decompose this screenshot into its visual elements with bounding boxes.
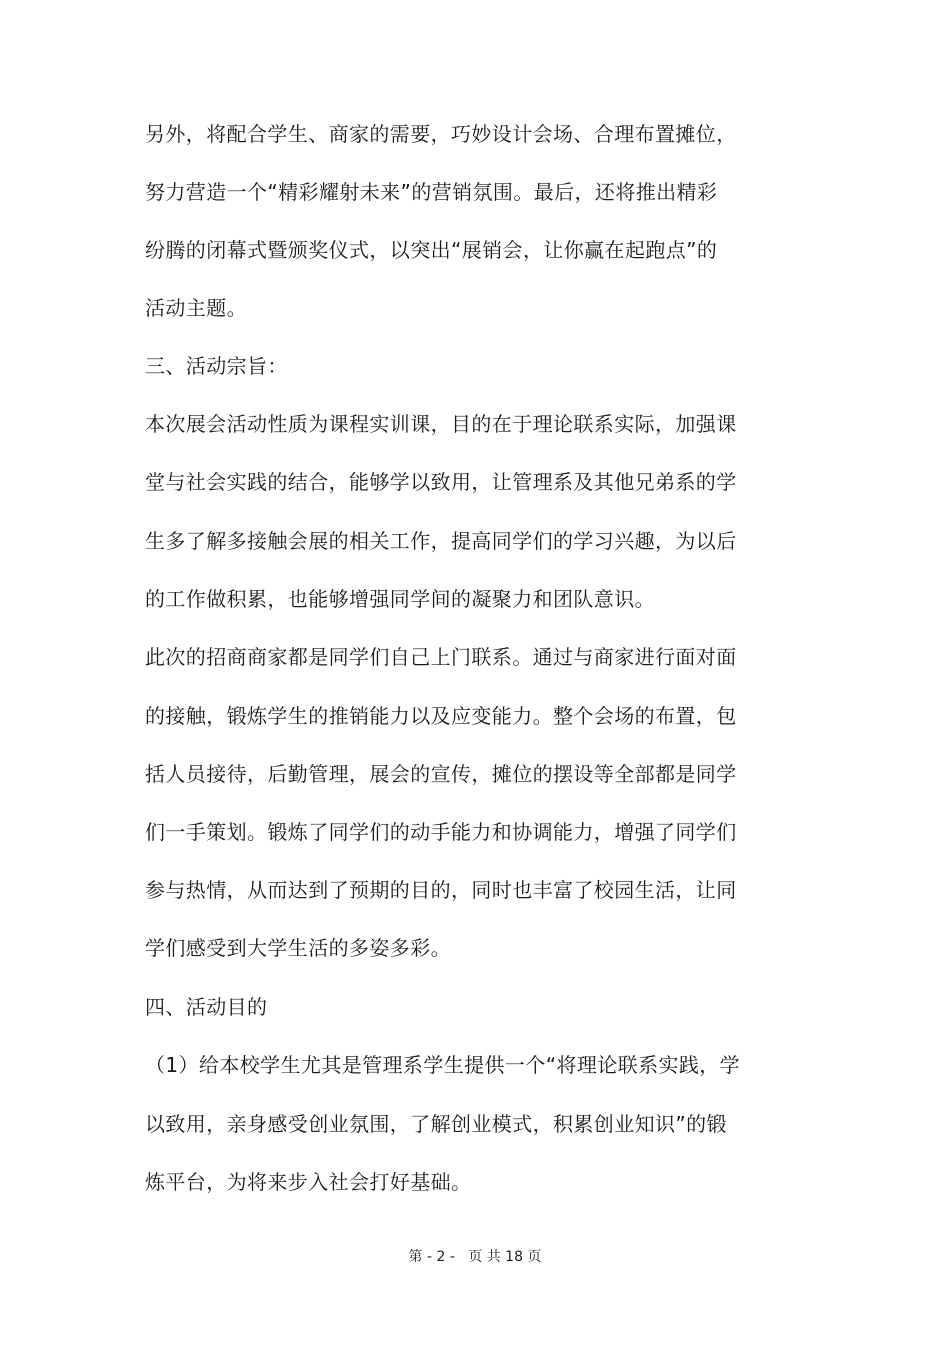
paragraph-line: 此次的招商商家都是同学们自己上门联系。通过与商家进行面对面 (145, 645, 737, 669)
page-number-footer: 第 - 2 - 页 共 18 页 (408, 1249, 542, 1265)
paragraph-line: 的工作做积累，也能够增强同学间的凝聚力和团队意识。 (145, 587, 655, 611)
paragraph-line: 炼平台，为将来步入社会打好基础。 (145, 1170, 472, 1194)
paragraph-line: 另外，将配合学生、商家的需要，巧妙设计会场、合理布置摊位， (145, 122, 737, 146)
paragraph-line: 活动主题。 (145, 296, 247, 320)
paragraph-line: 努力营造一个“精彩耀射未来”的营销氛围。最后，还将推出精彩 (145, 180, 718, 204)
paragraph-line: 学们感受到大学生活的多姿多彩。 (145, 936, 451, 960)
paragraph-line: 们一手策划。锻炼了同学们的动手能力和协调能力，增强了同学们 (145, 820, 737, 844)
paragraph-line: 生多了解多接触会展的相关工作，提高同学们的学习兴趣，为以后 (145, 529, 737, 553)
paragraph-line: 以致用，亲身感受创业氛围，了解创业模式，积累创业知识”的锻 (145, 1112, 727, 1136)
paragraph-line: 本次展会活动性质为课程实训课，目的在于理论联系实际，加强课 (145, 412, 737, 436)
paragraph-line: 括人员接待，后勤管理，展会的宣传，摊位的摆设等全部都是同学 (145, 762, 737, 786)
paragraph-line: 的接触，锻炼学生的推销能力以及应变能力。整个会场的布置，包 (145, 704, 737, 728)
paragraph-line: 参与热情，从而达到了预期的目的，同时也丰富了校园生活，让同 (145, 878, 737, 902)
section-heading: 四、活动目的 (145, 995, 268, 1019)
paragraph-line: （1）给本校学生尤其是管理系学生提供一个“将理论联系实践，学 (145, 1053, 741, 1077)
paragraph-line: 纷腾的闭幕式暨颁奖仪式，以突出“展销会，让你赢在起跑点”的 (145, 238, 718, 262)
paragraph-line: 堂与社会实践的结合，能够学以致用，让管理系及其他兄弟系的学 (145, 470, 737, 494)
section-heading: 三、活动宗旨： (145, 354, 288, 378)
